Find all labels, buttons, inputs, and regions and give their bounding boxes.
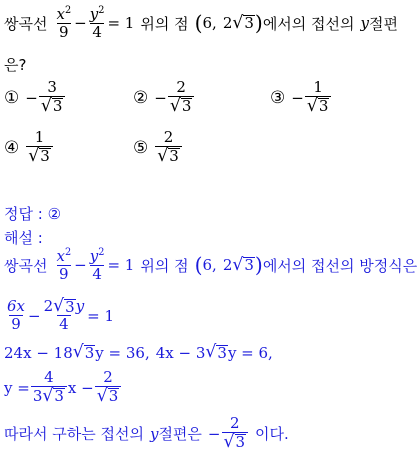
choice-1[interactable]: ① − 3 √ 3	[4, 80, 66, 115]
equals-one: = 1	[107, 14, 135, 33]
solution-line-3: 24x − 18 √ 3 y = 36, 4x − 3 √ 3 y = 6,	[4, 342, 273, 363]
solution-line-5: 따라서 구하는 접선의 y 절편은 − 2 √ 3 이다.	[4, 414, 289, 452]
problem-text-point: 위의 점	[140, 14, 189, 33]
explanation-label: 해설 :	[4, 229, 43, 247]
problem-text-hyperbola: 쌍곡선	[4, 14, 48, 33]
solution-line-1: 쌍곡선 $\frac{x^2}{9}$ − $\frac{y^2}{4}$ = 1 위의 점 ( 6, 2 √ 3 ) 에서의 접선의 방정식은	[4, 247, 417, 283]
choice-3[interactable]: ③ − 1 √ 3	[270, 80, 332, 115]
choice-2[interactable]: ② − 2 √ 3	[133, 80, 195, 115]
problem-line-1: 쌍곡선 $\frac{x^2}{9}$ − $\frac{y^2}{4}$ = 1 위의 점 ( 6, 2 √ 3 ) 에서의 접선의 y 절편	[4, 5, 398, 41]
sqrt-3: √ 3	[232, 12, 254, 33]
fraction-y2-over-4: $\frac{y^2}{4}$	[89, 5, 105, 41]
problem-text-intercept: 절편	[369, 14, 398, 33]
problem-line-2	[4, 54, 26, 75]
choice-4[interactable]: ④ 1 √ 3	[4, 130, 54, 165]
var-y: y	[360, 14, 370, 33]
point-y-coef: 2	[222, 14, 233, 33]
solution-line-2: $\frac{6x}{9}$ − 2 √ 3 y 4 = 1	[7, 296, 115, 334]
fraction-x2-over-9: $\frac{x^2}{9}$	[56, 5, 72, 41]
problem-text-question: 은?	[4, 56, 27, 74]
answer-line: 정답 : ②	[4, 205, 62, 223]
point-x: 6,	[202, 14, 217, 33]
choice-5[interactable]: ⑤ 2 √ 3	[133, 130, 183, 165]
minus-sign: −	[74, 14, 87, 33]
solution-line-4: y = 4 3 √ 3 x − 2 √ 3	[4, 370, 122, 405]
problem-text-tangent: 에서의 접선의	[262, 14, 355, 33]
